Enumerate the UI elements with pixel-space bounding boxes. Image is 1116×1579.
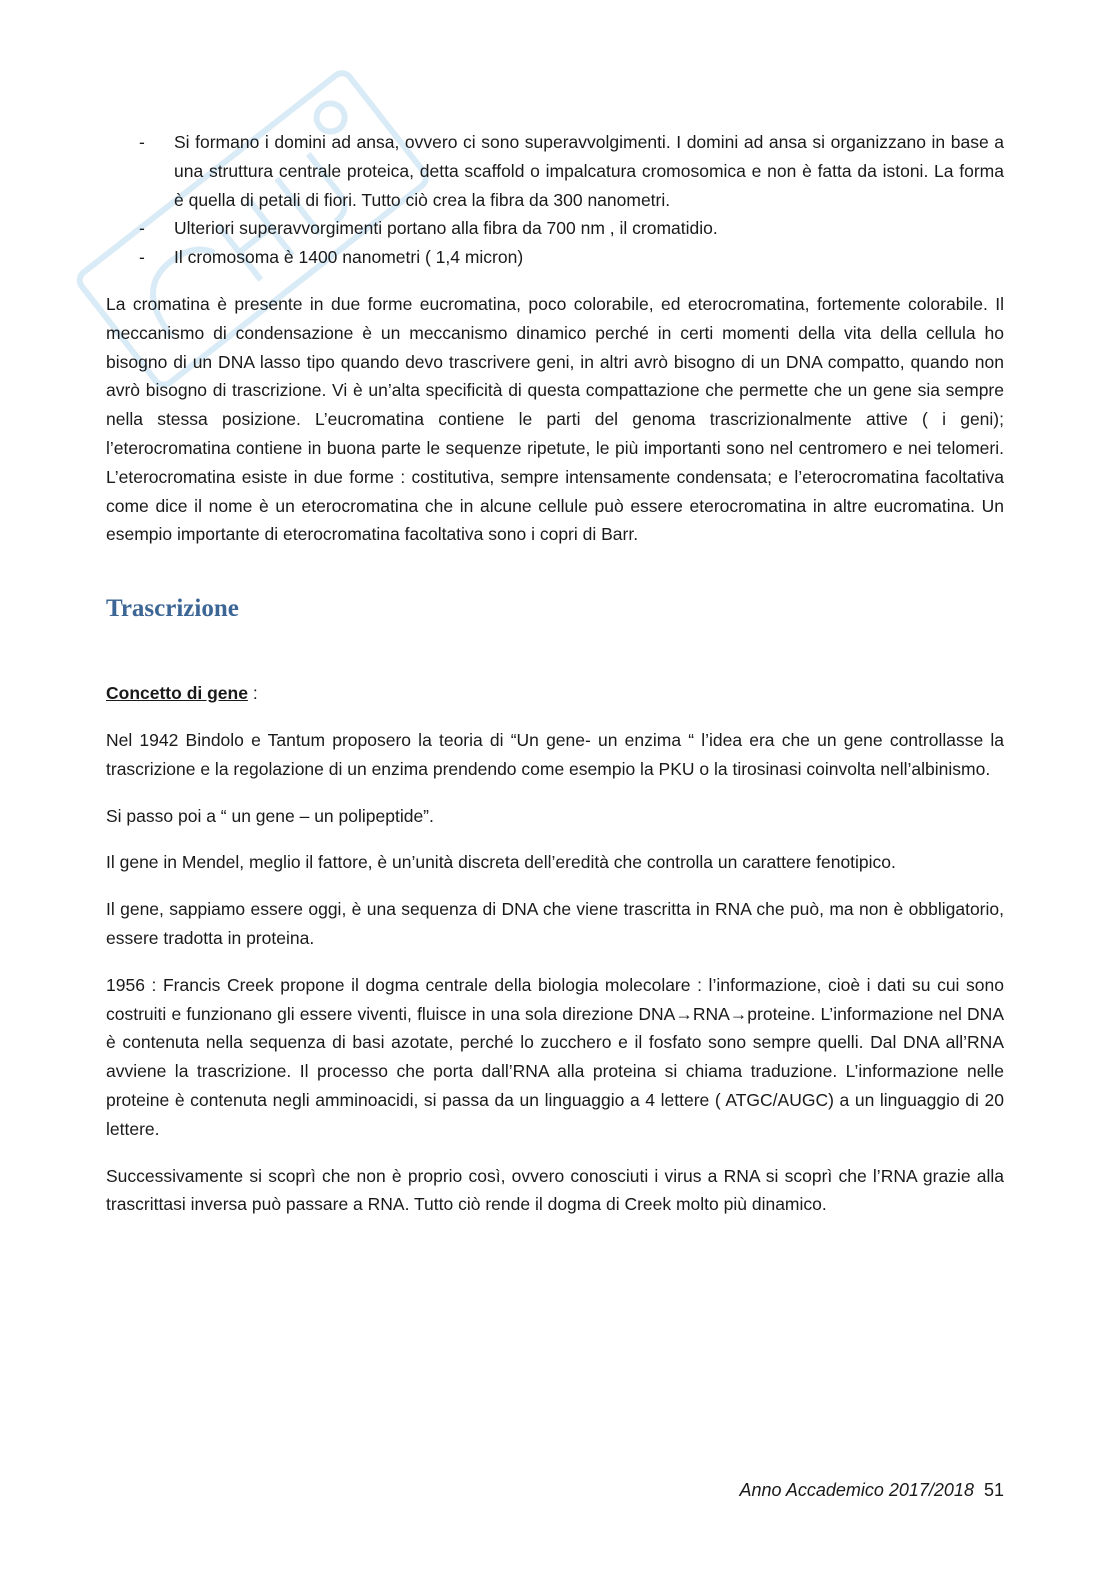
subheading <box>106 679 1004 708</box>
bullet-text: Si formano i domini ad ansa, ovvero ci sono superavvolgimenti. I domini ad ansa si organizzano in base a una struttura centrale proteica, detta scaffold o impalcatura cromosomica e non è fatta da istoni. La forma è quella di petali di fiori. Tutto ciò crea la fibra da 300 nanometri. <box>174 132 1004 210</box>
section-title: Trascrizione <box>106 595 239 623</box>
bullet-dash: - <box>139 132 145 152</box>
paragraph: 1956 : Francis Creek propone il dogma centrale della biologia molecolare : l’informazione, cioè i dati su cui sono costruiti e funzionano gli essere viventi, fluisce in una sola direzione DNA→RNA→proteine. L’informazione nel DNA è contenuta nella sequenza di basi azotate, perché lo zucchero e il fosfato sono sempre quelli. Dal DNA all’RNA avviene la trascrizione. Il processo che porta dall’RNA alla proteina si chiama traduzione. L’informazione nelle proteine è contenuta negli amminoacidi, si passa da un linguaggio a 4 lettere ( ATGC/AUGC) a un linguaggio di 20 lettere. <box>106 974 1004 1139</box>
bullet-dash: - <box>139 218 145 239</box>
subheading-suffix: : <box>247 683 258 704</box>
bullet-list <box>106 128 1004 272</box>
page-footer <box>739 1476 1004 1504</box>
paragraph: Si passo poi a “ un gene – un polipeptide”. <box>106 805 434 826</box>
paragraph: Successivamente si scoprì che non è proprio così, ovvero conosciuti i virus a RNA si scoprì che l’RNA grazie alla trascrittasi inversa può passare a RNA. Tutto ciò rende il dogma di Creek molto più dinamico. <box>106 1165 1004 1215</box>
paragraph: Il gene in Mendel, meglio il fattore, è un’unità discreta dell’eredità che controlla un carattere fenotipico. <box>106 852 896 873</box>
bullet-dash: - <box>139 247 145 268</box>
document-page <box>106 128 1004 1219</box>
paragraph: Il gene, sappiamo essere oggi, è una sequenza di DNA che viene trascritta in RNA che può, ma non è obbligatorio, essere tradotta in proteina. <box>106 899 1004 948</box>
page-number: 51 <box>983 1480 1004 1500</box>
list-item <box>106 243 1004 272</box>
list-item <box>106 128 1004 214</box>
footer-label: Anno Accademico 2017/2018 <box>739 1480 974 1500</box>
list-item <box>106 214 1004 243</box>
subheading-text: Concetto di gene <box>106 683 248 704</box>
bullet-text: Il cromosoma è 1400 nanometri ( 1,4 micron) <box>174 247 524 268</box>
bullet-text: Ulteriori superavvorgimenti portano alla fibra da 700 nm , il cromatidio. <box>174 218 718 239</box>
paragraph-cromatina: La cromatina è presente in due forme eucromatina, poco colorabile, ed eterocromatina, fortemente colorabile. Il meccanismo di condensazione è un meccanismo dinamico perché in certi momenti della vita della cellula ho bisogno di un DNA lasso tipo quando devo trascrivere geni, in altri avrò bisogno di un DNA compatto, quando non avrò bisogno di trascrizione. Vi è un’alta specificità di questa compattazione che permette che un gene sia sempre nella stessa posizione. L’eucromatina contiene le parti del genoma trascrizionalmente attive ( i geni); l’eterocromatina contiene in buona parte le sequenze ripetute, le più importanti sono nel centromero e nei telomeri. L’eterocromatina esiste in due forme : costitutiva, sempre intensamente condensata; e l’eterocromatina facoltativa come dice il nome è un eterocromatina che in alcune cellule può essere eterocromatina in altre eucromatina. Un esempio importante di eterocromatina facoltativa sono i copri di Barr. <box>106 293 1004 545</box>
paragraph: Nel 1942 Bindolo e Tantum proposero la teoria di “Un gene- un enzima “ l’idea era che un gene controllasse la trascrizione e la regolazione di un enzima prendendo come esempio la PKU o la tirosinasi coinvolta nell’albinismo. <box>106 729 1004 779</box>
